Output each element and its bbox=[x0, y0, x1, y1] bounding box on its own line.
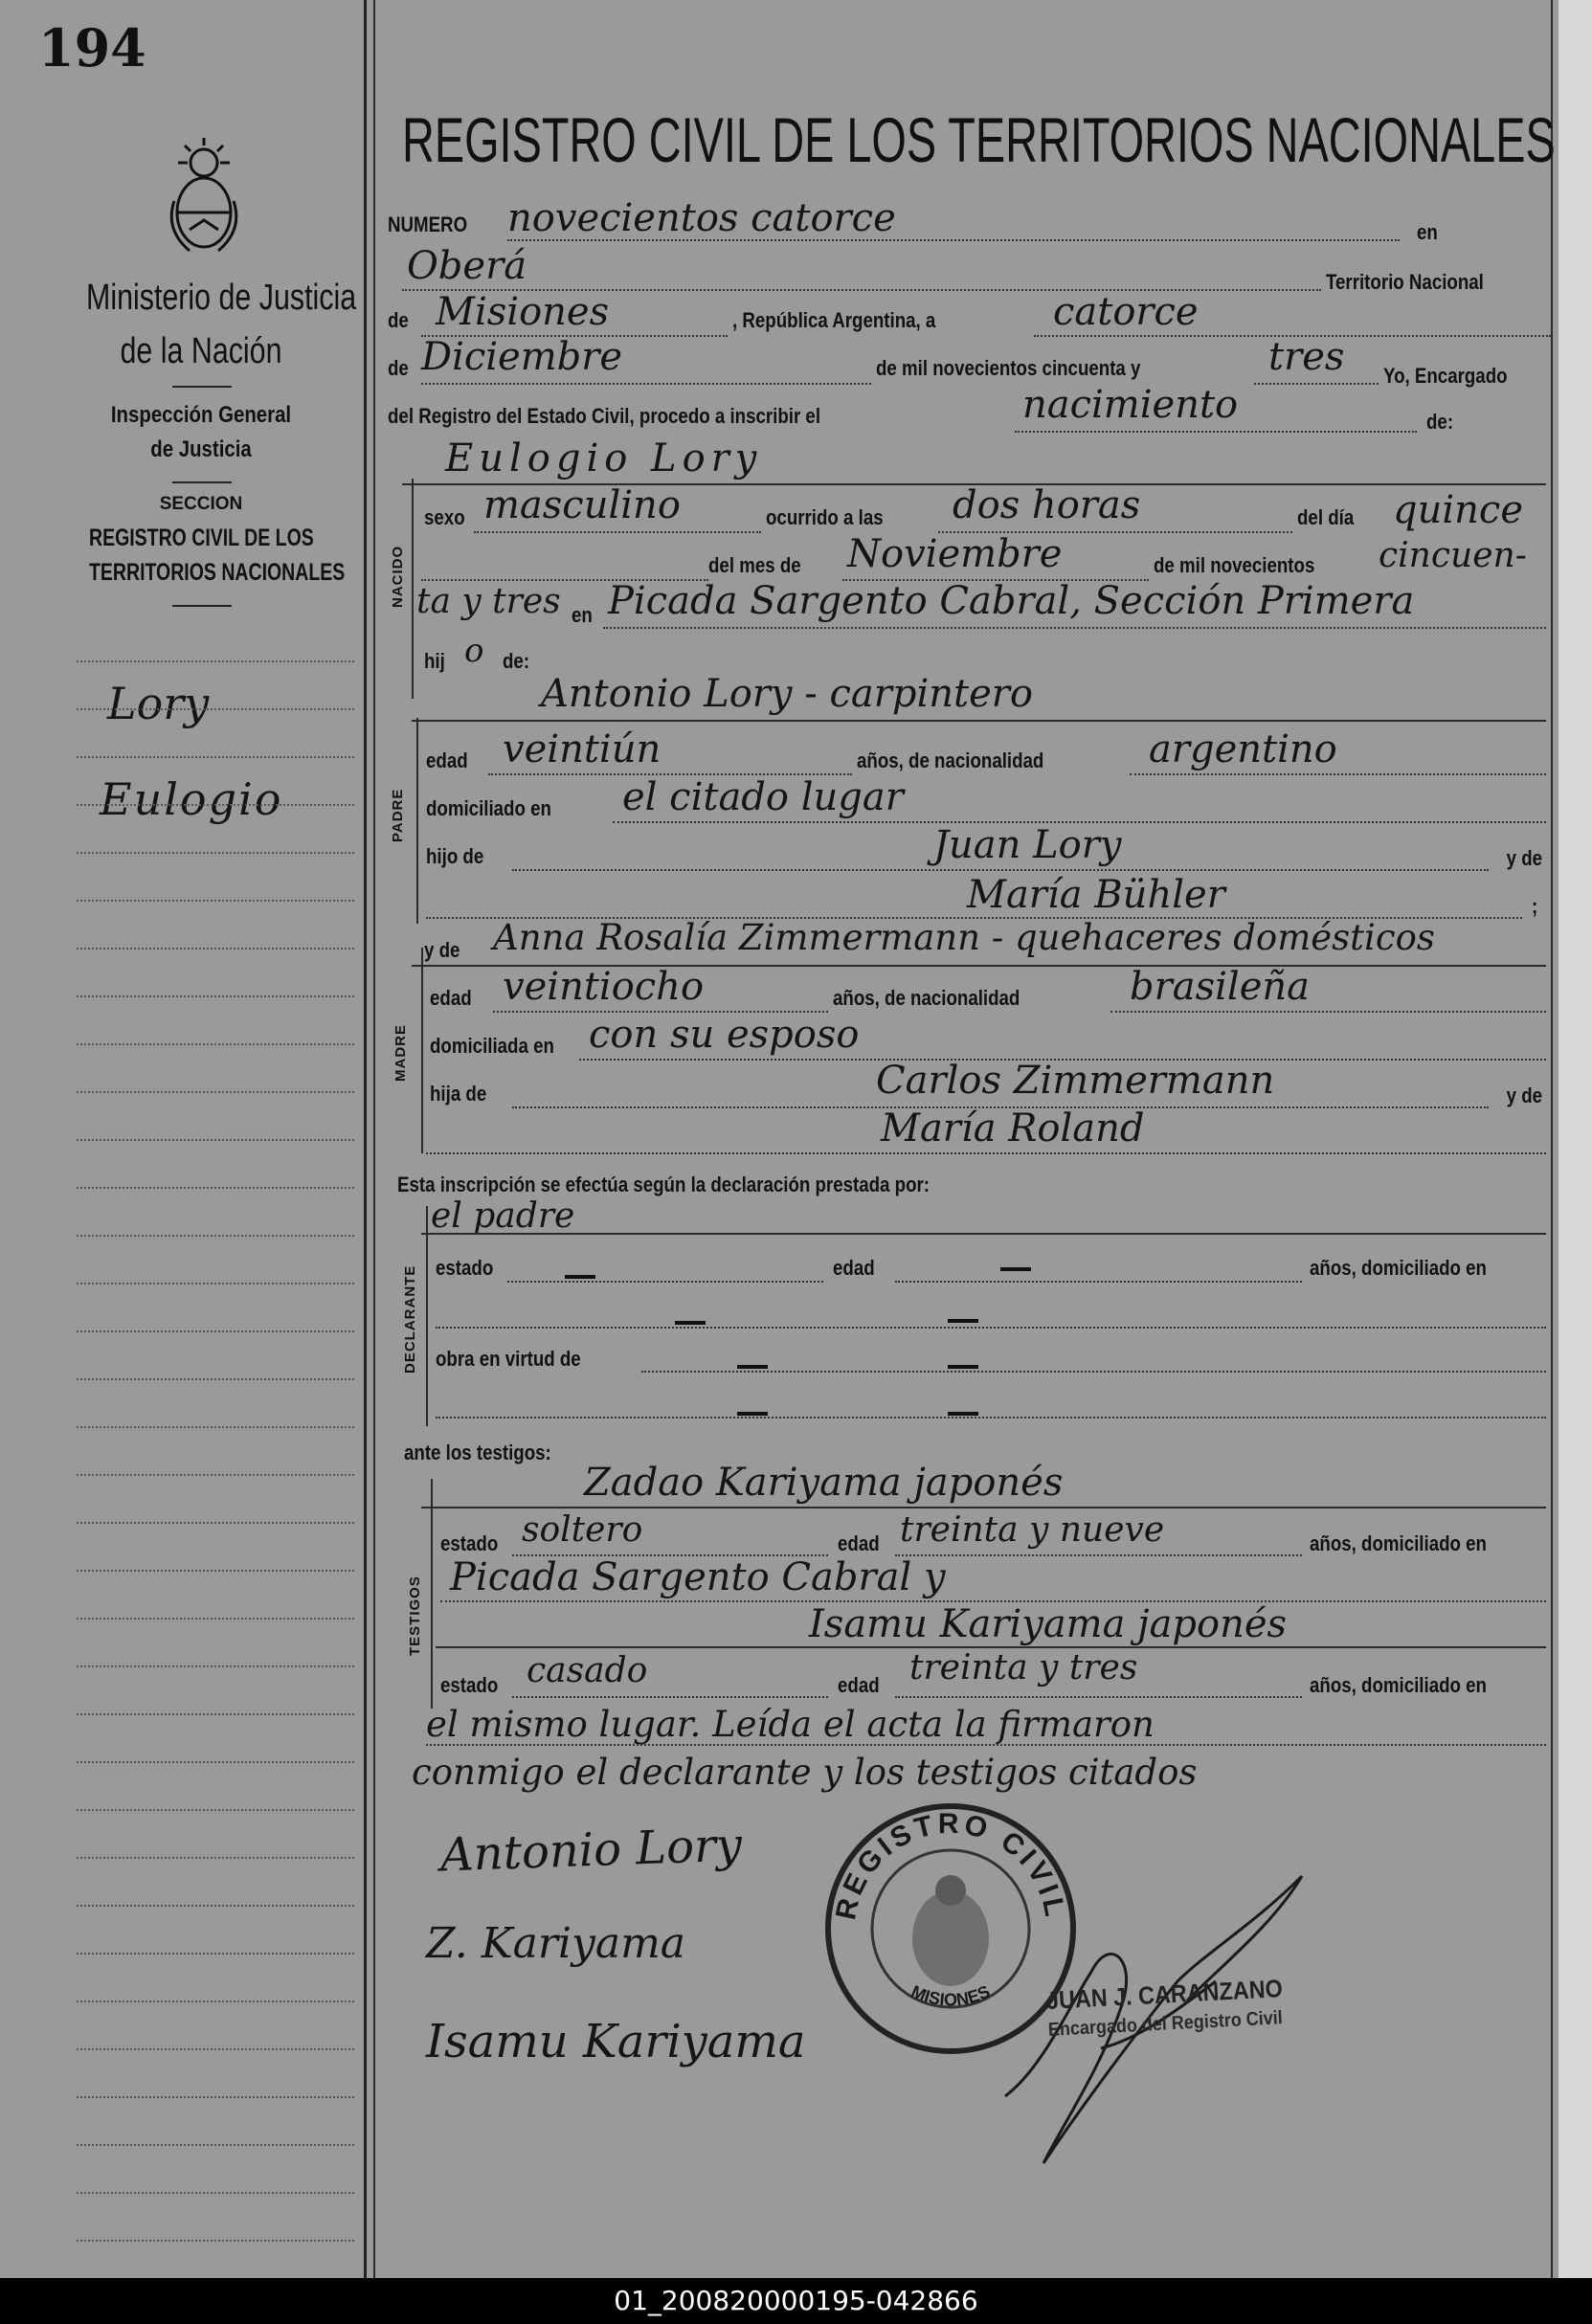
officer-title: Encargado del Registro Civil bbox=[1047, 2007, 1284, 2041]
madre-nac-value: brasileña bbox=[1130, 965, 1310, 1009]
side-label-madre: MADRE bbox=[392, 1024, 409, 1082]
anos-dom-label: años, domiciliado en bbox=[1310, 1673, 1487, 1697]
dotted-line bbox=[895, 1554, 1302, 1556]
declarante-value: el padre bbox=[431, 1196, 575, 1236]
margin-ruled-line bbox=[77, 1953, 354, 1955]
madre-dom-value: con su esposo bbox=[589, 1013, 860, 1057]
margin-ruled-line bbox=[77, 1665, 354, 1667]
side-label-testigos: TESTIGOS bbox=[407, 1575, 423, 1656]
margin-ruled-line bbox=[77, 2240, 354, 2242]
mes-value: Diciembre bbox=[421, 335, 623, 379]
page-rule bbox=[364, 0, 367, 2278]
margin-ruled-line bbox=[77, 708, 354, 710]
hij-suffix: o bbox=[464, 632, 484, 670]
lugar-value: Oberá bbox=[407, 244, 527, 288]
padre-padre-value: Juan Lory bbox=[933, 823, 1122, 867]
hora-value: dos horas bbox=[953, 483, 1141, 527]
en-label: en bbox=[572, 603, 593, 627]
section-rule bbox=[412, 720, 1546, 722]
margin-ruled-line bbox=[77, 1857, 354, 1859]
blank-dash bbox=[565, 1275, 595, 1279]
t1-edad-value: treinta y nueve bbox=[900, 1510, 1165, 1550]
padre-dom-value: el citado lugar bbox=[622, 775, 904, 819]
acto-value: nacimiento bbox=[1022, 383, 1239, 427]
margin-ruled-line bbox=[77, 1761, 354, 1763]
de-label: de bbox=[388, 308, 409, 332]
hij-label: hij bbox=[424, 649, 445, 673]
dotted-line bbox=[895, 1281, 1302, 1283]
anos-dom-label: años, domiciliado en bbox=[1310, 1256, 1487, 1280]
margin-ruled-line bbox=[77, 1618, 354, 1620]
semicolon: ; bbox=[1532, 894, 1538, 918]
dotted-line bbox=[512, 869, 1489, 871]
anos-dom-label: años, domiciliado en bbox=[1310, 1531, 1487, 1555]
hijo-de-label: hijo de bbox=[426, 844, 484, 868]
del-mes-label: del mes de bbox=[708, 553, 801, 577]
margin-ruled-line bbox=[77, 2144, 354, 2146]
domiciliado-label: domiciliado en bbox=[426, 796, 551, 820]
madre-value: Anna Rosalía Zimmermann - quehaceres domésticos bbox=[493, 917, 1435, 958]
testigos-label: ante los testigos: bbox=[404, 1441, 551, 1464]
ano-value: tres bbox=[1268, 335, 1345, 379]
side-label-nacido: NACIDO bbox=[390, 545, 406, 608]
madre-edad-value: veintiocho bbox=[503, 965, 705, 1009]
section-bracket bbox=[421, 948, 423, 1153]
blank-dash bbox=[675, 1321, 706, 1325]
margin-ruled-line bbox=[77, 2096, 354, 2098]
ano-nac-value-2: ta y tres bbox=[416, 582, 561, 621]
mes-nac-value: Noviembre bbox=[847, 532, 1063, 576]
dia-value: catorce bbox=[1053, 290, 1199, 334]
margin-ruled-line bbox=[77, 1809, 354, 1811]
seccion-label: SECCION bbox=[159, 494, 243, 514]
territorio-label: Territorio Nacional bbox=[1326, 270, 1484, 294]
dotted-line bbox=[436, 1327, 1546, 1329]
margin-ruled-line bbox=[77, 995, 354, 997]
madre-padre-value: Carlos Zimmermann bbox=[876, 1059, 1275, 1103]
side-label-padre: PADRE bbox=[390, 788, 406, 842]
blank-dash bbox=[948, 1412, 978, 1416]
hija-de-label: hija de bbox=[430, 1082, 487, 1106]
registro-section-2: TERRITORIOS NACIONALES bbox=[89, 559, 346, 586]
madre-madre-value: María Roland bbox=[881, 1106, 1145, 1151]
coat-of-arms-icon bbox=[161, 134, 247, 258]
blank-dash bbox=[737, 1412, 768, 1416]
dotted-line bbox=[426, 1152, 1546, 1154]
t1-estado-value: soltero bbox=[522, 1510, 643, 1550]
testigo2-value: Isamu Kariyama japonés bbox=[809, 1602, 1288, 1646]
inscripcion-label: Esta inscripción se efectúa según la declaración prestada por: bbox=[397, 1173, 931, 1196]
ano-nac-value: cincuen- bbox=[1379, 536, 1527, 575]
padre-value: Antonio Lory - carpintero bbox=[541, 672, 1033, 716]
blank-dash bbox=[948, 1319, 978, 1323]
stamp-top-text: REGISTRO CIVIL bbox=[830, 1807, 1071, 1923]
dotted-line bbox=[1015, 431, 1417, 433]
margin-ruled-line bbox=[77, 1187, 354, 1189]
margin-surname: Lory bbox=[107, 678, 210, 729]
dotted-line bbox=[895, 1696, 1302, 1698]
y-de-label: y de bbox=[1506, 1084, 1542, 1107]
blank-dash bbox=[948, 1365, 978, 1369]
margin-ruled-line bbox=[77, 1570, 354, 1572]
margin-ruled-line bbox=[77, 1522, 354, 1524]
margin-ruled-line bbox=[77, 1283, 354, 1285]
section-bracket bbox=[412, 479, 414, 699]
margin-ruled-line bbox=[77, 1139, 354, 1141]
section-bracket bbox=[416, 718, 418, 924]
edad-label: edad bbox=[430, 986, 472, 1010]
officer-name: JUAN J. CARANZANO bbox=[1045, 1974, 1284, 2015]
padre-edad-value: veintiún bbox=[503, 727, 661, 771]
margin-ruled-line bbox=[77, 1474, 354, 1476]
estado-label: estado bbox=[440, 1673, 499, 1697]
t1-dom-value: Picada Sargento Cabral y bbox=[450, 1555, 946, 1599]
margin-ruled-line bbox=[77, 900, 354, 902]
margin-ruled-line bbox=[77, 1330, 354, 1332]
en-label: en bbox=[1417, 220, 1438, 244]
dotted-line bbox=[641, 1371, 1546, 1373]
page-number: 194 bbox=[38, 17, 146, 78]
sexo-label: sexo bbox=[424, 505, 465, 529]
dotted-line bbox=[1130, 773, 1546, 775]
signature-declarante: Antonio Lory bbox=[439, 1818, 743, 1883]
numero-value: novecientos catorce bbox=[507, 196, 896, 240]
obra-label: obra en virtud de bbox=[436, 1347, 581, 1371]
lugar-nac-value: Picada Sargento Cabral, Sección Primera bbox=[608, 579, 1415, 623]
inspeccion-label-2: de Justicia bbox=[150, 436, 252, 462]
ocurrido-label: ocurrido a las bbox=[766, 505, 884, 529]
anos-nac-label: años, de nacionalidad bbox=[833, 986, 1020, 1010]
margin-ruled-line bbox=[77, 660, 354, 662]
dotted-line bbox=[603, 627, 1546, 629]
dotted-line bbox=[1110, 1011, 1546, 1013]
dotted-line bbox=[426, 1744, 1546, 1746]
dotted-line bbox=[1254, 383, 1379, 385]
margin-ruled-line bbox=[77, 1713, 354, 1715]
margin-ruled-line bbox=[77, 948, 354, 950]
margin-ruled-line bbox=[77, 852, 354, 854]
page-edge bbox=[1558, 0, 1592, 2278]
domiciliada-label: domiciliada en bbox=[430, 1034, 554, 1058]
margin-ruled-line bbox=[77, 1043, 354, 1045]
section-rule bbox=[421, 1233, 1546, 1235]
inspeccion-label: Inspección General bbox=[110, 402, 292, 428]
numero-label: NUMERO bbox=[388, 212, 468, 236]
signature-testigo1: Z. Kariyama bbox=[426, 1919, 686, 1968]
section-bracket bbox=[426, 1206, 428, 1426]
stamp-bottom-text: MISIONES bbox=[908, 1981, 994, 2010]
margin-ruled-line bbox=[77, 2048, 354, 2050]
de-label: de: bbox=[503, 649, 530, 673]
blank-dash bbox=[737, 1365, 768, 1369]
dotted-line bbox=[512, 1696, 828, 1698]
divider bbox=[172, 481, 232, 483]
edad-label: edad bbox=[838, 1531, 880, 1555]
padre-nac-value: argentino bbox=[1149, 727, 1337, 771]
dotted-line bbox=[507, 1281, 823, 1283]
testigo1-value: Zadao Kariyama japonés bbox=[584, 1461, 1064, 1505]
form-title: REGISTRO CIVIL DE LOS TERRITORIOS NACIONALES bbox=[402, 104, 1556, 175]
page-rule bbox=[1551, 0, 1553, 2278]
margin-ruled-line bbox=[77, 1905, 354, 1907]
nombre-value: Eulogio Lory bbox=[445, 436, 763, 480]
edad-label: edad bbox=[838, 1673, 880, 1697]
section-rule bbox=[421, 1507, 1546, 1508]
blank-dash bbox=[1000, 1267, 1031, 1271]
territorio-value: Misiones bbox=[436, 290, 610, 334]
margin-ruled-line bbox=[77, 1378, 354, 1380]
t2-dom-value: el mismo lugar. Leída el acta la firmaron bbox=[426, 1704, 1155, 1745]
y-de-label: y de bbox=[1506, 846, 1542, 870]
margin-ruled-line bbox=[77, 1426, 354, 1428]
de-label: de bbox=[388, 356, 409, 380]
margin-ruled-line bbox=[77, 804, 354, 806]
y-de-label-madre: y de bbox=[424, 938, 460, 962]
margin-given-name: Eulogio bbox=[100, 773, 283, 825]
t2-estado-value: casado bbox=[527, 1651, 648, 1690]
yo-label: Yo, Encargado bbox=[1383, 364, 1508, 388]
margin-ruled-line bbox=[77, 1235, 354, 1237]
side-label-declarante: DECLARANTE bbox=[402, 1264, 418, 1374]
dotted-line bbox=[436, 1417, 1546, 1419]
padre-madre-value: María Bühler bbox=[967, 873, 1225, 917]
edad-label: edad bbox=[833, 1256, 875, 1280]
margin-ruled-line bbox=[77, 756, 354, 758]
sexo-value: masculino bbox=[483, 483, 681, 527]
estado-label: estado bbox=[436, 1256, 494, 1280]
signature-testigo2: Isamu Kariyama bbox=[426, 2015, 806, 2068]
mil-label: de mil novecientos cincuenta y bbox=[876, 356, 1141, 380]
page-rule bbox=[373, 0, 375, 2278]
anos-nac-label: años, de nacionalidad bbox=[857, 749, 1044, 772]
margin-ruled-line bbox=[77, 1091, 354, 1093]
dia-nac-value: quince bbox=[1393, 488, 1523, 532]
de-label: de: bbox=[1426, 410, 1454, 434]
registro-label: del Registro del Estado Civil, procedo a inscribir el bbox=[388, 404, 821, 428]
edad-label: edad bbox=[426, 749, 468, 772]
divider bbox=[172, 605, 232, 607]
estado-label: estado bbox=[440, 1531, 499, 1555]
de-mil-label: de mil novecientos bbox=[1154, 553, 1315, 577]
del-dia-label: del día bbox=[1297, 505, 1355, 529]
divider bbox=[172, 386, 232, 388]
section-bracket bbox=[431, 1479, 433, 1709]
ministry-name-2: de la Nación bbox=[120, 331, 282, 371]
margin-ruled-line bbox=[77, 2192, 354, 2194]
republica-label: , República Argentina, a bbox=[732, 308, 936, 332]
t2-edad-value: treinta y tres bbox=[909, 1648, 1138, 1687]
registro-section: REGISTRO CIVIL DE LOS bbox=[89, 525, 314, 551]
dotted-line bbox=[421, 383, 871, 385]
margin-ruled-line bbox=[77, 2000, 354, 2002]
dotted-line bbox=[474, 531, 761, 533]
image-id-footer: 01_200820000195-042866 bbox=[0, 2278, 1592, 2324]
cierre-value: conmigo el declarante y los testigos citados bbox=[412, 1752, 1198, 1793]
ministry-name: Ministerio de Justicia bbox=[86, 278, 357, 318]
